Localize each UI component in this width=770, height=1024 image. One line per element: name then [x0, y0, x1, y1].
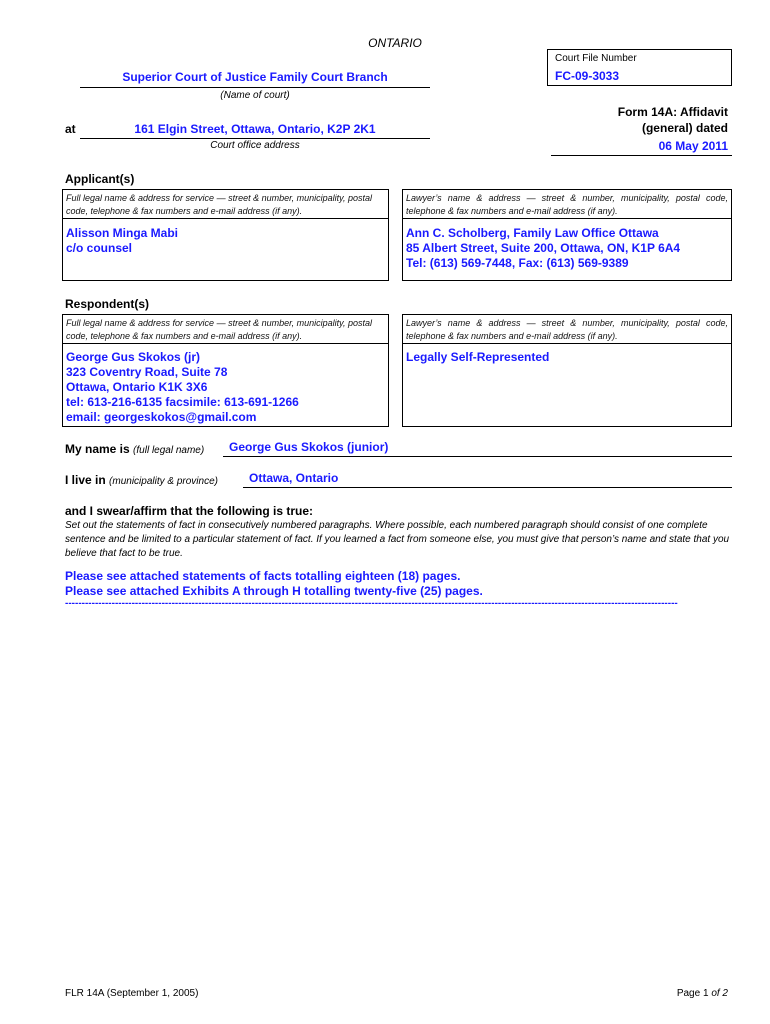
- statement-heading: and I swear/affirm that the following is true:: [65, 504, 314, 518]
- applicant-lawyer-line: Tel: (613) 569-7448, Fax: (613) 569-9389: [406, 256, 629, 270]
- respondent-lawyer-box: [402, 314, 732, 427]
- province-title: ONTARIO: [368, 36, 422, 50]
- live-value[interactable]: Ottawa, Ontario: [249, 471, 339, 485]
- court-file-label: Court File Number: [555, 53, 637, 64]
- court-address-caption: Court office address: [210, 140, 300, 151]
- statement-instructions: Set out the statements of fact in consecutively numbered paragraphs. Where possible, each numbered paragraph should consist of one complete sentence and be limited to a particular statement of fact. If you learned a fact from someone else, you must give that person’s name and state that you believe that fact to be true.: [65, 520, 730, 559]
- page-label: Page: [676, 988, 701, 999]
- applicant-line: Alisson Minga Mabi: [66, 226, 179, 240]
- name-value[interactable]: George Gus Skokos (junior): [229, 440, 389, 454]
- applicant-party-value[interactable]: [66, 226, 178, 256]
- name-hint: (full legal name): [133, 445, 205, 456]
- respondent-line: email: georgeskokos@gmail.com: [66, 410, 257, 424]
- statement-line: Please see attached Exhibits A through H totalling twenty-five (25) pages.: [65, 584, 483, 598]
- court-address-underline: [80, 138, 430, 139]
- respondents-heading: Respondent(s): [65, 297, 149, 311]
- at-label: at: [65, 122, 76, 136]
- applicants-heading: Applicant(s): [65, 172, 135, 186]
- applicant-lawyer-box: [402, 189, 732, 281]
- respondent-line: 323 Coventry Road, Suite 78: [66, 365, 228, 379]
- court-address[interactable]: 161 Elgin Street, Ottawa, Ontario, K2P 2K1: [134, 122, 376, 136]
- name-row: [65, 442, 204, 456]
- applicant-lawyer-divider: [403, 218, 731, 219]
- applicant-lawyer-hint: Lawyer’s name & address — street & number, municipality, postal code, telephone & fax numbers and e-mail address (if any).: [406, 193, 728, 216]
- applicant-party-hint: Full legal name & address for service — street & number, municipality, postal code, telephone & fax numbers and e-mail address (if any).: [66, 193, 372, 216]
- form-title-line2: (general) dated: [641, 121, 728, 135]
- respondent-line: tel: 613-216-6135 facsimile: 613-691-1266: [66, 395, 299, 409]
- live-label: I live in: [65, 473, 106, 487]
- respondent-line: Ottawa, Ontario K1K 3X6: [66, 380, 208, 394]
- applicant-lawyer-line: Ann C. Scholberg, Family Law Office Ottawa: [406, 226, 659, 240]
- applicant-line: c/o counsel: [66, 241, 133, 255]
- page-of: of 2: [711, 988, 728, 999]
- form-date-underline: [551, 155, 732, 156]
- statement-line: Please see attached statements of facts totalling eighteen (18) pages.: [65, 569, 461, 583]
- respondent-lawyer-divider: [403, 343, 731, 344]
- respondent-lawyer-hint: Lawyer’s name & address — street & number, municipality, postal code, telephone & fax numbers and e-mail address (if any).: [406, 318, 728, 341]
- page-number: 1: [702, 988, 709, 999]
- name-label: My name is: [65, 442, 130, 456]
- live-underline: [243, 487, 732, 488]
- live-row: [65, 473, 218, 487]
- statement-body[interactable]: [65, 569, 483, 599]
- applicant-lawyer-line: 85 Albert Street, Suite 200, Ottawa, ON, K1P 6A4: [406, 241, 681, 255]
- statement-dash-line: ----------------------------------------------------------------------------------------------------------------------------------------------------------------------------------------: [65, 598, 678, 609]
- court-file-box: [547, 49, 732, 86]
- respondent-party-divider: [63, 343, 388, 344]
- respondent-line: George Gus Skokos (jr): [66, 350, 201, 364]
- footer-page: [677, 988, 728, 999]
- form-date[interactable]: 06 May 2011: [658, 139, 728, 153]
- applicant-lawyer-value[interactable]: [406, 226, 680, 271]
- applicant-party-divider: [63, 218, 388, 219]
- respondent-party-value[interactable]: [66, 350, 299, 425]
- court-name[interactable]: Superior Court of Justice Family Court Branch: [122, 70, 388, 84]
- court-name-underline: [80, 87, 430, 88]
- applicant-party-box: [62, 189, 389, 281]
- respondent-party-hint: Full legal name & address for service — street & number, municipality, postal code, telephone & fax numbers and e-mail address (if any).: [66, 318, 372, 341]
- live-hint: (municipality & province): [109, 476, 218, 487]
- respondent-lawyer-value[interactable]: [406, 350, 549, 365]
- footer-form-version: FLR 14A (September 1, 2005): [65, 988, 199, 999]
- form-title: [618, 104, 728, 136]
- court-name-caption: (Name of court): [220, 90, 290, 101]
- court-file-number[interactable]: FC-09-3033: [555, 69, 620, 83]
- respondent-lawyer-line: Legally Self-Represented: [406, 350, 550, 364]
- name-underline: [223, 456, 732, 457]
- form-title-line1: Form 14A: Affidavit: [617, 105, 728, 119]
- respondent-party-box: [62, 314, 389, 427]
